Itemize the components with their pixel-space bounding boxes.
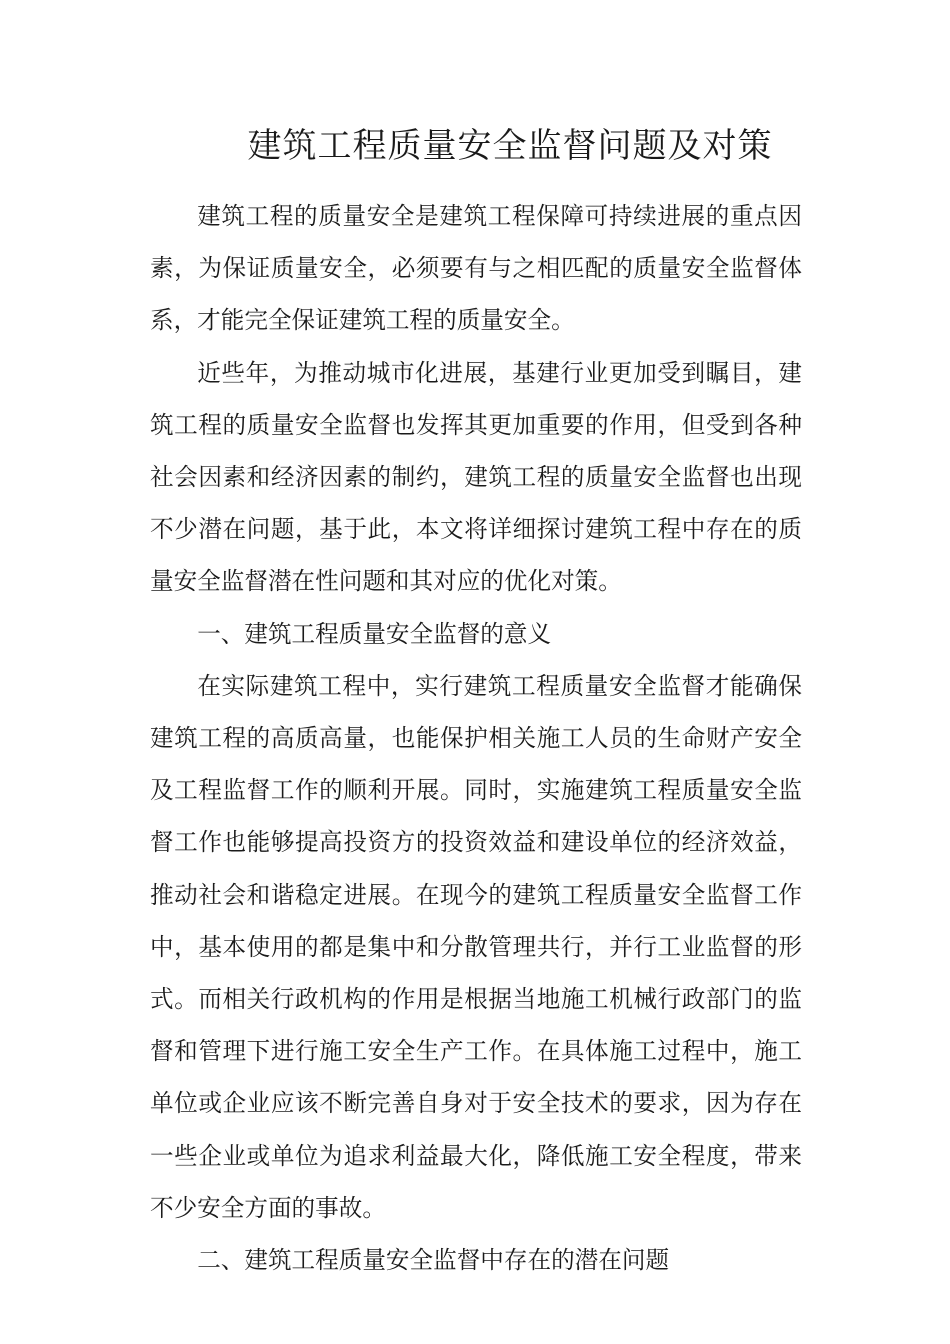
significance-paragraph: 在实际建筑工程中，实行建筑工程质量安全监督才能确保建筑工程的高质高量，也能保护相关施工人员的生命财产安全及工程监督工作的顺利开展。同时，实施建筑工程质量安全监督工作也能够提高投资方的投资效益和建设单位的经济效益，推动社会和谐稳定进展。在现今的建筑工程质量安全监督工作中，基本使用的都是集中和分散管理共行，并行工业监督的形式。而相关行政机构的作用是根据当地施工机械行政部门的监督和管理下进行施工安全生产工作。在具体施工过程中，施工单位或企业应该不断完善自身对于安全技术的要求，因为存在一些企业或单位为追求利益最大化，降低施工安全程度，带来不少安全方面的事故。 xyxy=(150,671,802,1222)
section-heading-1: 一、建筑工程质量安全监督的意义 xyxy=(197,619,552,648)
document-body xyxy=(150,190,802,1286)
document-title: 建筑工程质量安全监督问题及对策 xyxy=(247,126,773,166)
intro-paragraph: 建筑工程的质量安全是建筑工程保障可持续进展的重点因素，为保证质量安全，必须要有与之相匹配的质量安全监督体系，才能完全保证建筑工程的质量安全。 xyxy=(150,202,802,335)
section-heading-2: 二、建筑工程质量安全监督中存在的潜在问题 xyxy=(197,1246,670,1275)
background-paragraph: 近些年，为推动城市化进展，基建行业更加受到瞩目，建筑工程的质量安全监督也发挥其更加重要的作用，但受到各种社会因素和经济因素的制约，建筑工程的质量安全监督也出现不少潜在问题，基于此，本文将详细探讨建筑工程中存在的质量安全监督潜在性问题和其对应的优化对策。 xyxy=(150,358,802,596)
